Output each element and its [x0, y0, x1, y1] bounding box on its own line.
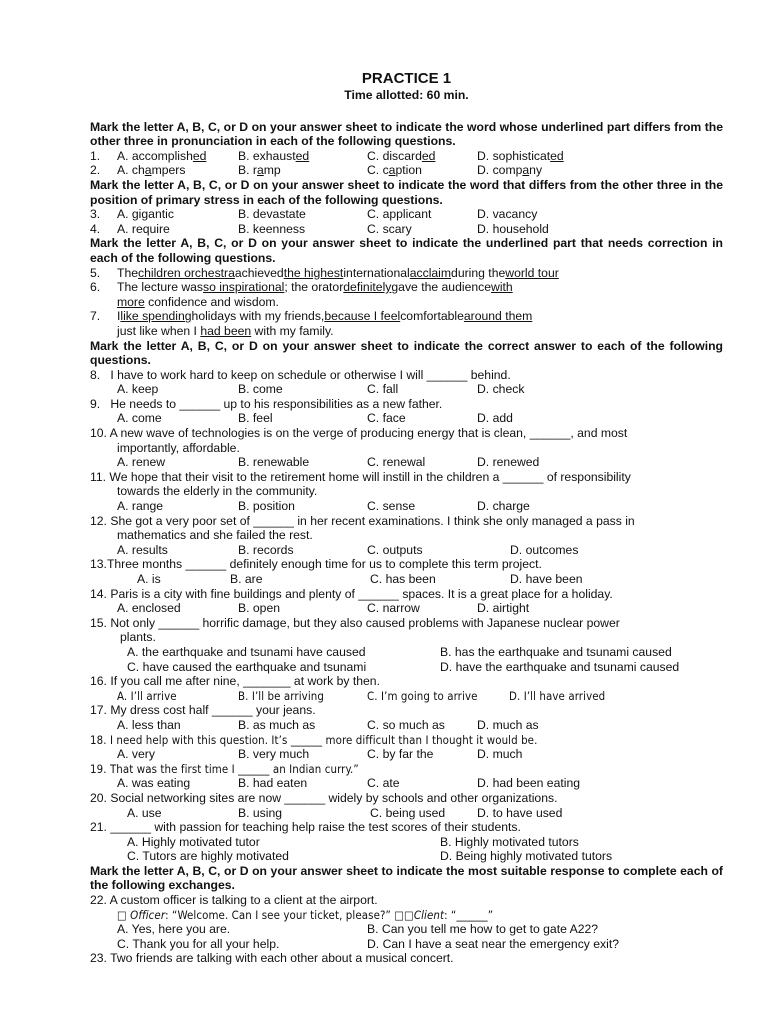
question-15: 15. Not only ______ horrific damage, but they also caused problems with Japanese nuclear power [90, 615, 620, 630]
question-17-options: A. less than B. as much as C. so much as D. much as [117, 717, 539, 732]
question-21: 21. ______ with passion for teaching help raise the test scores of their students. [90, 820, 521, 835]
instruction-correction: Mark the letter A, B, C, or D on your answer sheet to indicate the underlined part that needs correction in each of the following questions. [90, 236, 723, 265]
question-18-options: A. very B. very much C. by far the D. much [117, 747, 523, 762]
question-22-options-1: A. Yes, here you are. B. Can you tell me how to get to gate A22? [117, 922, 599, 937]
time-allotted: Time allotted: 60 min. [344, 88, 469, 102]
question-19-options: A. was eating B. had eaten C. ate D. had been eating [117, 776, 580, 791]
question-9: 9. He needs to ______ up to his responsibilities as a new father. [90, 396, 443, 411]
practice-sheet [90, 70, 723, 966]
question-1: 1. A. accomplished B. exhausted C. discarded D. sophisticated [90, 148, 564, 163]
question-4: 4. A. require B. keenness C. scary D. household [90, 221, 549, 236]
question-12-cont: mathematics and she failed the rest. [117, 528, 313, 543]
question-6-cont: more confidence and wisdom. [117, 294, 279, 309]
question-22-options-2: C. Thank you for all your help. D. Can I have a seat near the emergency exit? [117, 936, 620, 951]
question-22: 22. A custom officer is talking to a client at the airport. [90, 893, 378, 908]
question-11-options: A. range B. position C. sense D. charge [117, 499, 530, 514]
question-23: 23. Two friends are talking with each other about a musical concert. [90, 951, 454, 966]
question-3: 3. A. gigantic B. devastate C. applicant D. vacancy [90, 207, 538, 222]
question-20-options: A. use B. using C. being used D. to have used [127, 805, 563, 820]
question-21-options-2: C. Tutors are highly motivated D. Being highly motivated tutors [127, 849, 613, 864]
question-16-options: A. I’ll arrive B. I’ll be arriving C. I’m going to arrive D. I’ll have arrived [117, 688, 606, 703]
question-8-options: A. keep B. come C. fall D. check [117, 382, 525, 397]
question-12-options: A. results B. records C. outputs D. outcomes [117, 542, 579, 557]
question-11: 11. We hope that their visit to the retirement home will instill in the children a ______ of responsibility [90, 469, 631, 484]
question-15-cont: plants. [120, 630, 156, 645]
question-17: 17. My dress cost half ______ your jeans. [90, 703, 316, 718]
question-11-cont: towards the elderly in the community. [117, 484, 318, 499]
question-9-options: A. come B. feel C. face D. add [117, 411, 513, 426]
question-19: 19. That was the first time I ______ an Indian curry.” [90, 761, 359, 776]
question-20: 20. Social networking sites are now ______ widely by schools and other organizations. [90, 790, 558, 805]
question-10-cont: importantly, affordable. [117, 440, 240, 455]
question-8: 8. I have to work hard to keep on schedule or otherwise I will ______ behind. [90, 367, 511, 382]
question-12: 12. She got a very poor set of ______ in her recent examinations. I think she only managed a pass in [90, 513, 635, 528]
question-15-options-1: A. the earthquake and tsunami have caused B. has the earthquake and tsunami caused [127, 644, 672, 659]
question-7: 7. Ilike spendingholidays with my friends,because I feelcomfortablearound them [90, 309, 533, 324]
question-6: 6. The lecture wasso inspirational; the oratordefinitelygave the audiencewith [90, 280, 513, 295]
instruction-stress: Mark the letter A, B, C, or D on your answer sheet to indicate the word that differs from the other three in the position of primary stress in each of the following questions. [90, 177, 723, 207]
question-18: 18. I need help with this question. It’s ______ more difficult than I thought it would be. [90, 732, 538, 747]
question-16: 16. If you call me after nine, _______ at work by then. [90, 674, 380, 689]
question-10-options: A. renew B. renewable C. renewal D. renewed [117, 455, 540, 470]
question-14-options: A. enclosed B. open C. narrow D. airtight [117, 601, 530, 616]
instruction-pronunciation: Mark the letter A, B, C, or D on your answer sheet to indicate the word whose underlined part differs from the other three in pronunciation in each of the following questions. [90, 119, 723, 149]
question-15-options-2: C. have caused the earthquake and tsunami D. have the earthquake and tsunami caused [127, 659, 680, 674]
question-5: 5. Thechildren orchestraachievedthe highestinternationalacclaimduring theworld tour [90, 265, 559, 280]
question-10: 10. A new wave of technologies is on the verge of producing energy that is clean, ______, and most [90, 426, 628, 441]
instruction-exchanges: Mark the letter A, B, C, or D on your answer sheet to indicate the most suitable response to complete each of the following exchanges. [90, 863, 723, 893]
instruction-correct-answer: Mark the letter A, B, C, or D on your answer sheet to indicate the correct answer to each of the following questions. [90, 338, 723, 368]
question-13: 13.Three months ______ definitely enough time for us to complete this term project. [90, 557, 542, 572]
question-22-dialogue: □ Officer: “Welcome. Can I see your ticket, please?” □□Client: “______” [117, 907, 494, 922]
question-21-options-1: A. Highly motivated tutor B. Highly motivated tutors [127, 834, 579, 849]
question-13-options: A. is B. are C. has been D. have been [137, 572, 583, 586]
question-2: 2. A. champers B. ramp C. caption D. company [90, 163, 543, 178]
question-14: 14. Paris is a city with fine buildings and plenty of ______ spaces. It is a great place for a holiday. [90, 586, 613, 601]
page-title: PRACTICE 1 [361, 70, 452, 87]
question-7-cont: just like when I had been with my family. [117, 323, 334, 338]
checkbox-icon: □ [117, 907, 127, 922]
